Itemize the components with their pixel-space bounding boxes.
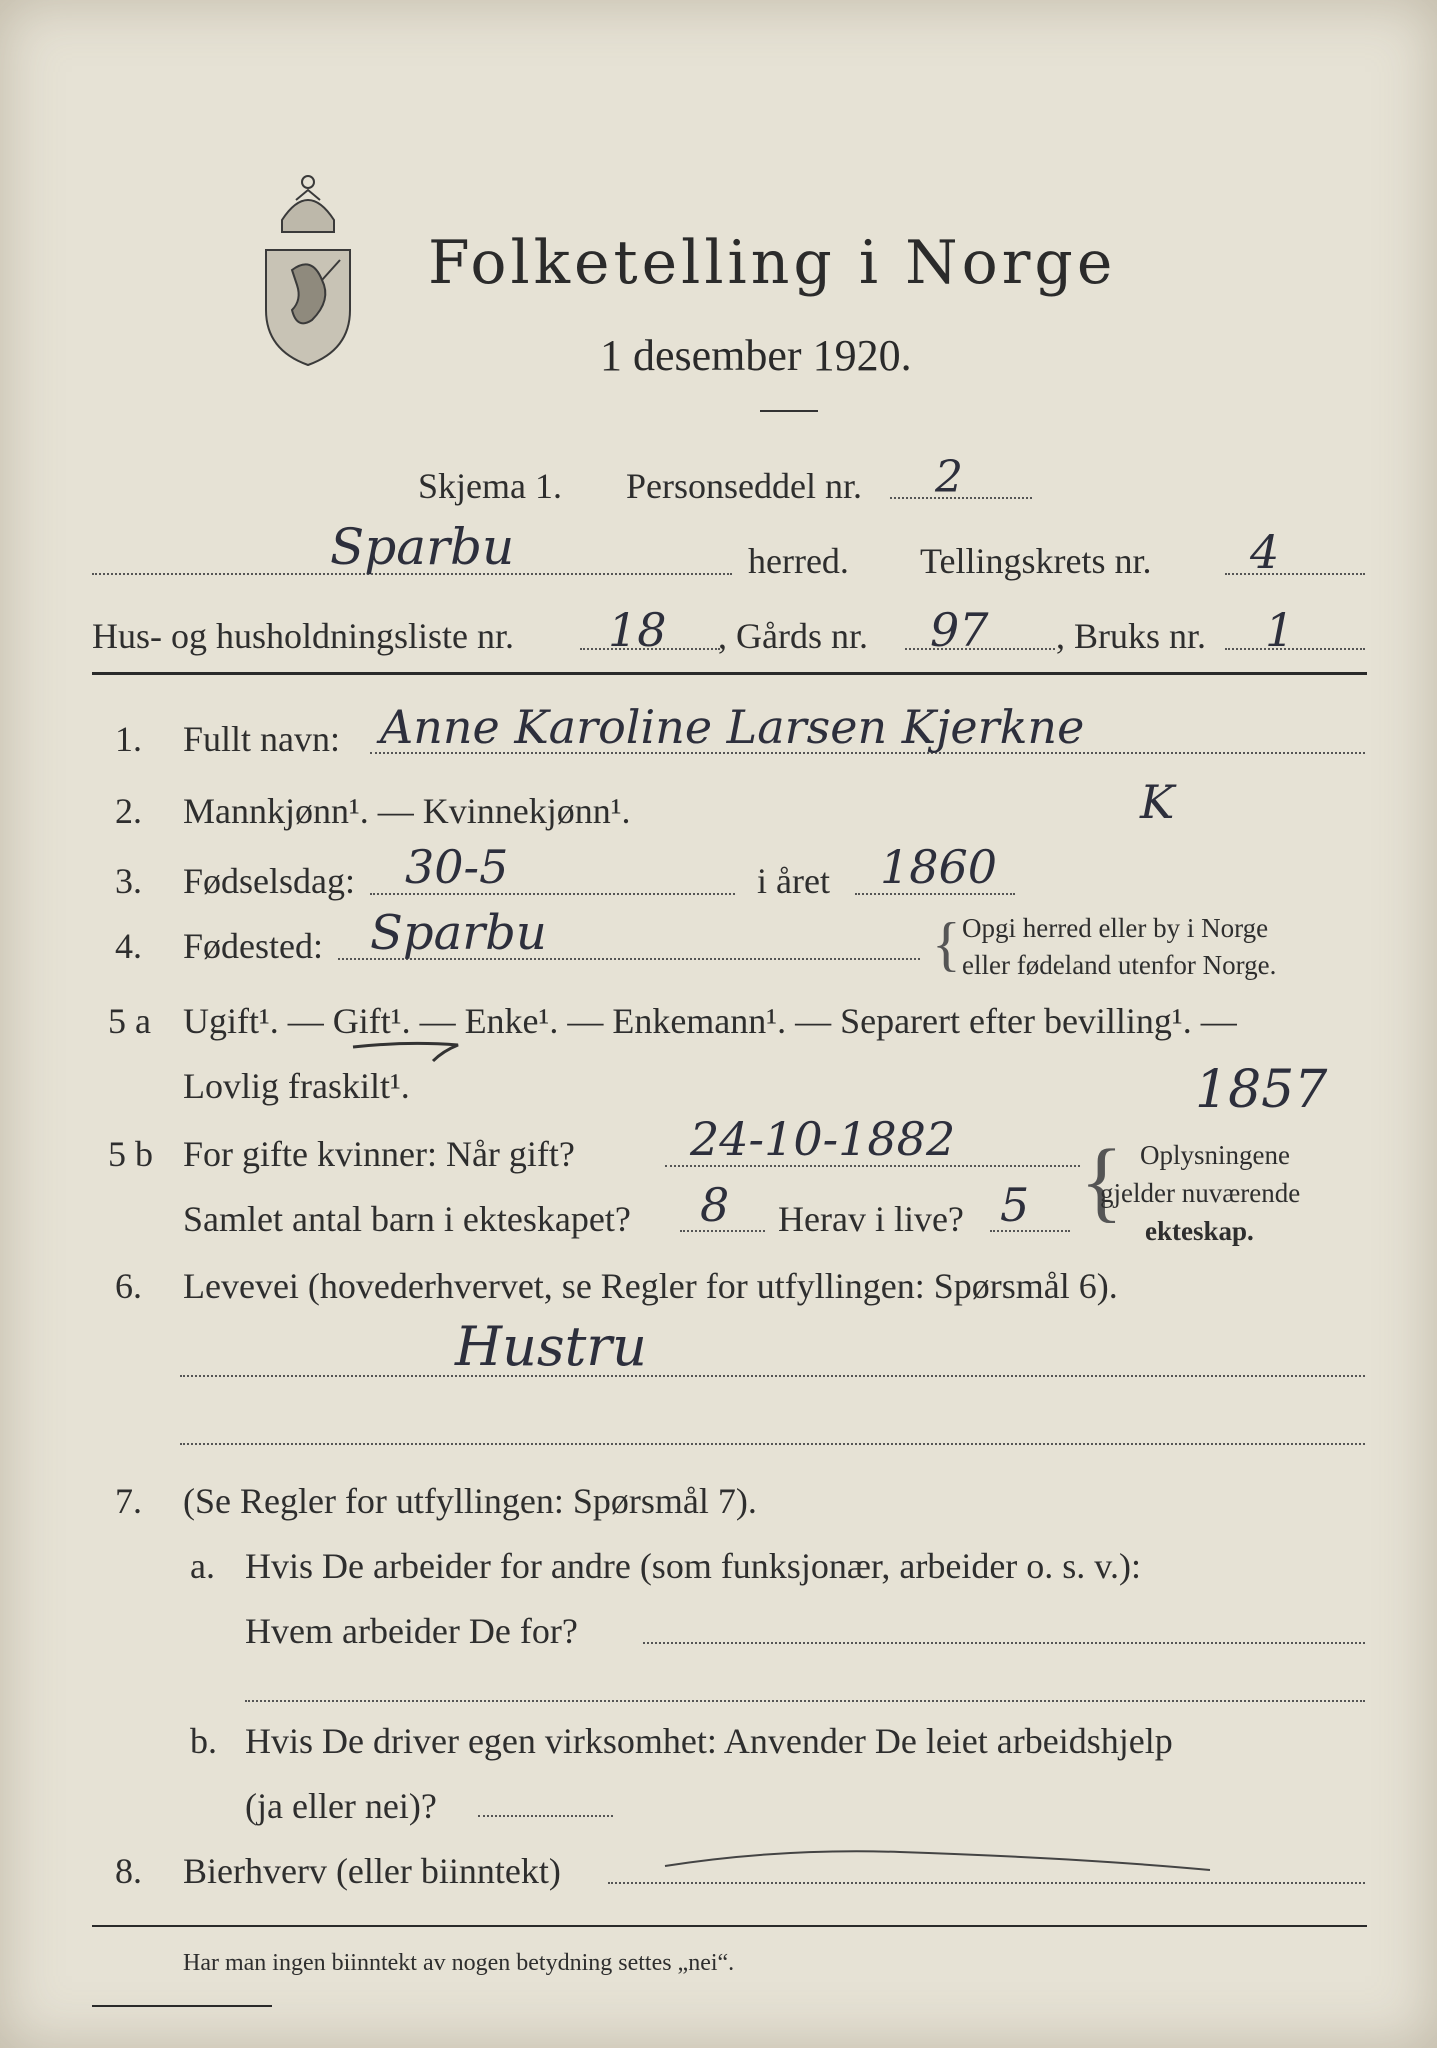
q6-label: Levevei (hovederhvervet, se Regler for utfyllingen: Spørsmål 6). bbox=[183, 1266, 1118, 1306]
q4-label: Fødested: bbox=[183, 926, 323, 966]
bruks-value[interactable]: 1 bbox=[1265, 603, 1295, 657]
q2-gender-options: Mannkjønn¹. — Kvinnekjønn¹. bbox=[183, 791, 631, 831]
q4-number: 4. bbox=[115, 926, 142, 966]
form-title: Folketelling i Norge bbox=[428, 228, 1117, 298]
gards-value[interactable]: 97 bbox=[930, 603, 989, 657]
q5b-brace: { bbox=[1080, 1132, 1124, 1231]
q4-brace: { bbox=[932, 911, 961, 977]
q8-dash-stroke bbox=[660, 1838, 1220, 1878]
husholdningsliste-label: Hus- og husholdningsliste nr. bbox=[92, 616, 515, 656]
personseddel-value[interactable]: 2 bbox=[935, 452, 963, 503]
q5a-margin-note: 1857 bbox=[1195, 1060, 1328, 1120]
skjema-label: Skjema 1. bbox=[418, 466, 562, 506]
q2-number: 2. bbox=[115, 791, 142, 831]
q5a-gift-underline bbox=[348, 1035, 478, 1065]
q6-number: 6. bbox=[115, 1266, 142, 1306]
q7a-label: Hvis De arbeider for andre (som funksjonær, arbeider o. s. v.): bbox=[245, 1546, 1141, 1586]
q1-number: 1. bbox=[115, 719, 142, 759]
q6-line-1 bbox=[180, 1375, 1365, 1377]
tellingskrets-line bbox=[1225, 573, 1365, 575]
personseddel-label: Personseddel nr. bbox=[626, 466, 862, 506]
q5a-label-line2: Lovlig fraskilt¹. bbox=[183, 1066, 410, 1106]
q7b-answer-line[interactable] bbox=[478, 1815, 613, 1817]
q3-number: 3. bbox=[115, 861, 142, 901]
footer-note: Har man ingen biinntekt av nogen betydning settes „nei“. bbox=[183, 1950, 735, 1976]
q5b-alive-label: Herav i live? bbox=[778, 1199, 964, 1239]
bruks-label: , Bruks nr. bbox=[1056, 616, 1207, 656]
q3-year-label: i året bbox=[757, 861, 830, 901]
q5b-note-line1: Oplysningene bbox=[1140, 1140, 1290, 1170]
tellingskrets-label: Tellingskrets nr. bbox=[920, 541, 1152, 581]
q6-occupation-value[interactable]: Hustru bbox=[455, 1315, 647, 1378]
q8-label: Bierhverv (eller biinntekt) bbox=[183, 1851, 561, 1891]
q7-label: (Se Regler for utfyllingen: Spørsmål 7). bbox=[183, 1481, 757, 1521]
q7-number: 7. bbox=[115, 1481, 142, 1521]
footnote-rule bbox=[92, 2005, 272, 2007]
herred-value[interactable]: Sparbu bbox=[330, 518, 515, 576]
q5a-number: 5 a bbox=[108, 1001, 151, 1041]
herred-label: herred. bbox=[748, 541, 849, 581]
q7a-employer-label: Hvem arbeider De for? bbox=[245, 1611, 578, 1651]
q5b-note-line2: gjelder nuværende bbox=[1100, 1178, 1301, 1208]
q5b-children-value[interactable]: 8 bbox=[700, 1178, 730, 1232]
q7a-extra-line[interactable] bbox=[245, 1700, 1365, 1702]
q5a-marital-options: Ugift¹. — Gift¹. — Enke¹. — Enkemann¹. — Separert efter bevilling¹. — bbox=[183, 1001, 1237, 1041]
q4-birthplace-value[interactable]: Sparbu bbox=[370, 905, 547, 961]
q7b-label: Hvis De driver egen virksomhet: Anvender De leiet arbeidshjelp bbox=[245, 1721, 1173, 1761]
q5b-alive-value[interactable]: 5 bbox=[1000, 1178, 1030, 1232]
q7b-label-line2: (ja eller nei)? bbox=[245, 1786, 437, 1826]
q1-label: Fullt navn: bbox=[183, 719, 341, 759]
husholdningsliste-value[interactable]: 18 bbox=[608, 603, 667, 657]
q7a-employer-line[interactable] bbox=[643, 1642, 1365, 1644]
q6-line-2 bbox=[180, 1443, 1365, 1445]
q5b-number: 5 b bbox=[108, 1134, 153, 1174]
q5b-when-married-value[interactable]: 24-10-1882 bbox=[690, 1112, 956, 1166]
census-date: 1 desember 1920. bbox=[600, 331, 912, 380]
bruks-line bbox=[1225, 648, 1365, 650]
section-divider bbox=[92, 672, 1367, 675]
q8-number: 8. bbox=[115, 1851, 142, 1891]
q4-note-line2: eller fødeland utenfor Norge. bbox=[962, 950, 1277, 980]
tellingskrets-value[interactable]: 4 bbox=[1250, 525, 1280, 579]
q5b-note-line3: ekteskap. bbox=[1145, 1216, 1254, 1246]
q7b-number: b. bbox=[190, 1721, 217, 1761]
q7a-number: a. bbox=[190, 1546, 215, 1586]
footer-divider bbox=[92, 1925, 1367, 1927]
q3-label: Fødselsdag: bbox=[183, 861, 356, 901]
q3-birthday-value[interactable]: 30-5 bbox=[405, 840, 509, 894]
q1-mark: K bbox=[1140, 775, 1175, 829]
q5b-children-label: Samlet antal barn i ekteskapet? bbox=[183, 1199, 631, 1239]
gards-label: , Gårds nr. bbox=[718, 616, 868, 656]
q3-year-value[interactable]: 1860 bbox=[880, 840, 998, 894]
q5b-when-married-label: For gifte kvinner: Når gift? bbox=[183, 1134, 575, 1174]
q8-line[interactable] bbox=[608, 1882, 1365, 1884]
q1-full-name-value[interactable]: Anne Karoline Larsen Kjerkne bbox=[380, 700, 1085, 754]
norwegian-coat-of-arms-icon bbox=[252, 160, 364, 370]
q4-note-line1: Opgi herred eller by i Norge bbox=[962, 913, 1269, 943]
title-divider bbox=[760, 410, 818, 412]
